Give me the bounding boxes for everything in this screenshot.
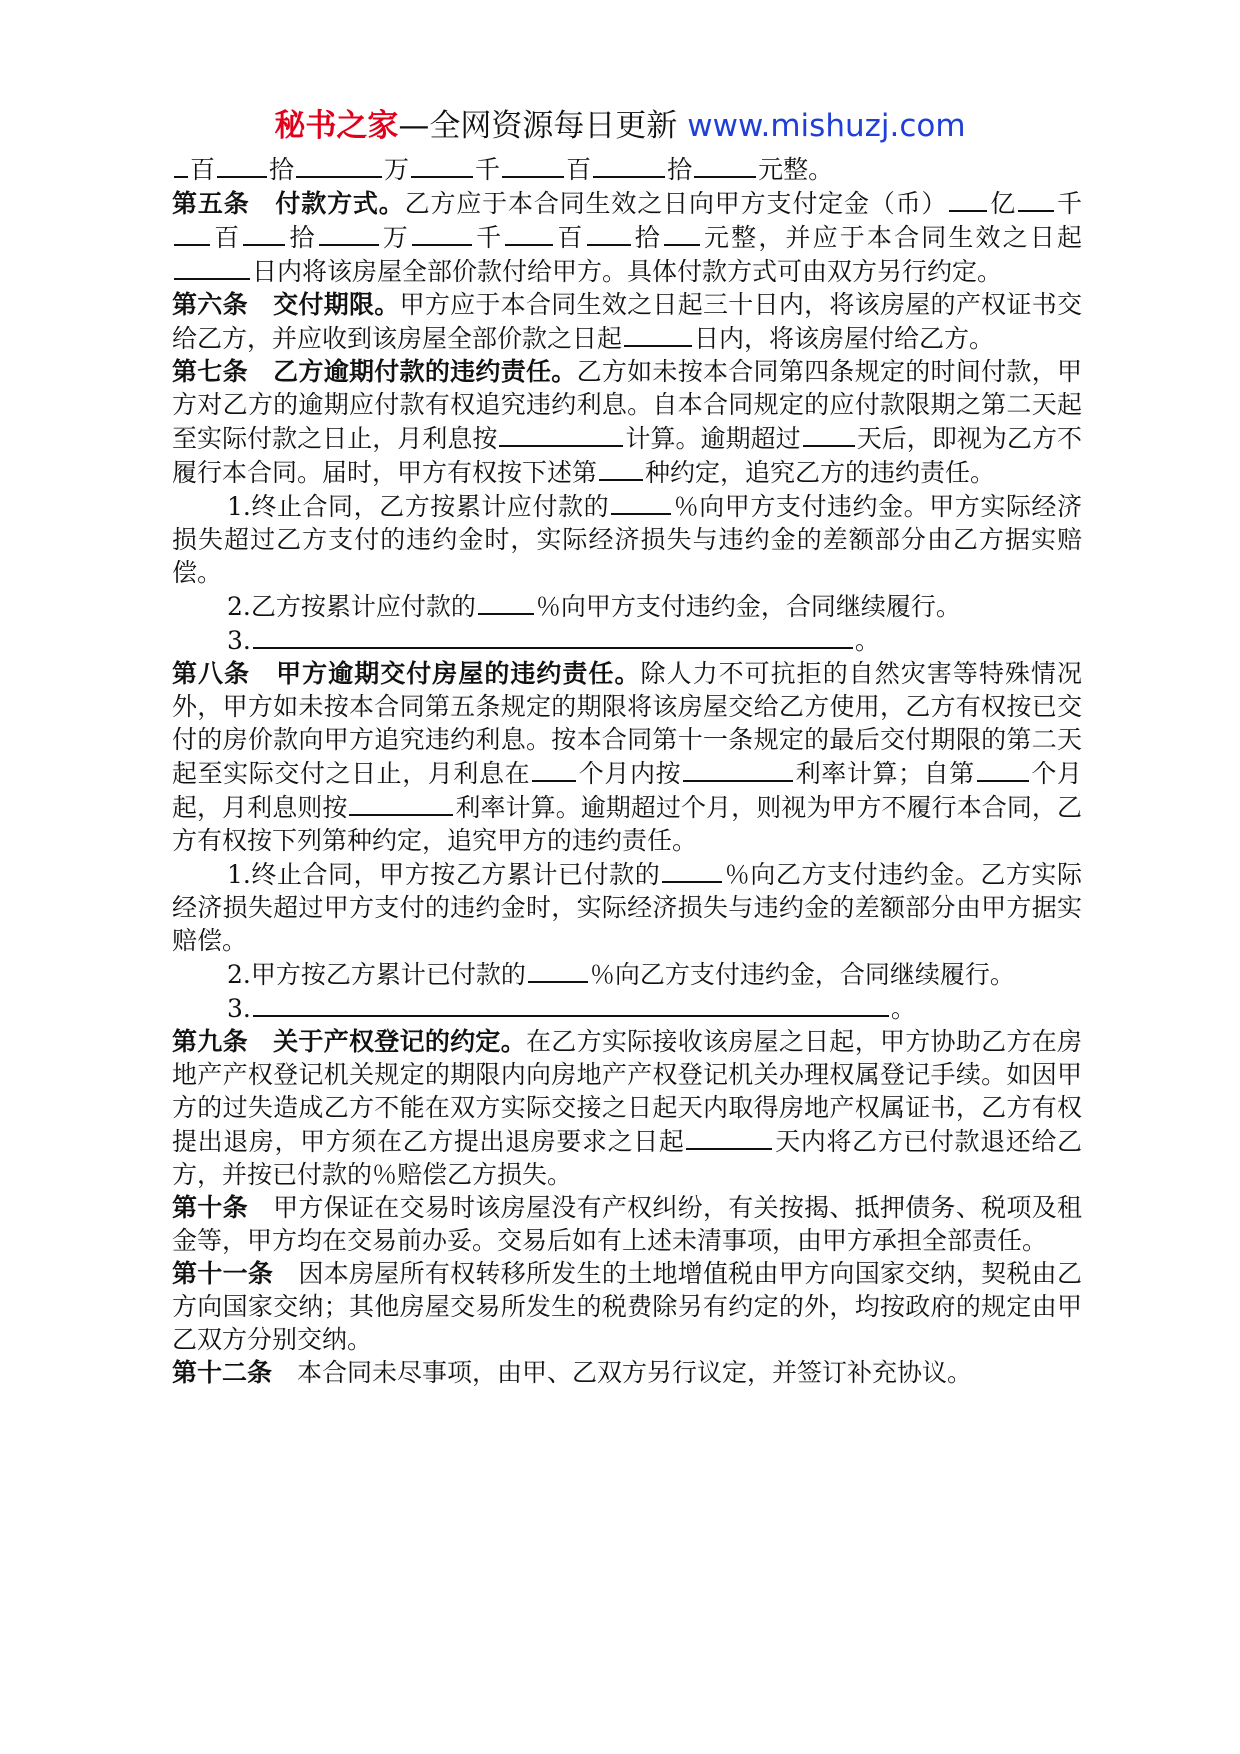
blank-field[interactable] [499,421,623,447]
article-7-title: 第七条 乙方逾期付款的违约责任。 [172,357,577,386]
article-8-item-3: 3. 。 [172,991,1082,1025]
article-11-title: 第十一条 [172,1259,274,1288]
blank-field[interactable] [683,756,793,782]
blank-field[interactable] [412,220,472,246]
contract-body [172,152,1082,1389]
blank-field[interactable] [243,220,285,246]
blank-field[interactable] [174,152,188,178]
blank-field[interactable] [502,152,564,178]
blank-field[interactable] [662,857,722,883]
blank-field[interactable] [611,489,671,515]
blank-field[interactable] [349,790,453,816]
blank-field[interactable] [217,152,267,178]
blank-field[interactable] [977,756,1029,782]
article-7-item-1: 1.终止合同，乙方按累计应付款的 ％向甲方支付违约金。甲方实际经济损失超过乙方支付的违约金时，实际经济损失与违约金的差额部分由乙方据实赔偿。 [172,489,1082,589]
article-9: 第九条 关于产权登记的约定。在乙方实际接收该房屋之日起，甲方协助乙方在房地产产权登记机关规定的期限内向房地产产权登记机关办理权属登记手续。如因甲方的过失造成乙方不能在双方实际交接之日起天内取得房地产权属证书，乙方有权提出退房，甲方须在乙方提出退房要求之日起 天内将乙方已付款退还给乙方，并按已付款的％赔偿乙方损失。 [172,1027,1082,1189]
brand-name: 秘书之家 [274,108,399,144]
blank-field[interactable] [624,321,692,347]
article-5: 第五条 付款方式。乙方应于本合同生效之日向甲方支付定金（币） 亿 千百 拾 万 千 百 拾 元整，并应于本合同生效之日起日内将该房屋全部价款付给甲方。具体付款方式可由双方另行约定。 [172,186,1082,288]
blank-field[interactable] [528,957,588,983]
article-10-title: 第十条 [172,1193,248,1222]
blank-field[interactable] [1018,186,1054,212]
blank-field[interactable] [478,589,534,615]
blank-field[interactable] [253,623,853,649]
blank-field[interactable] [411,152,473,178]
blank-field[interactable] [686,1124,772,1150]
article-7-item-2: 2.乙方按累计应付款的 ％向甲方支付违约金，合同继续履行。 [172,589,1082,623]
blank-field[interactable] [593,152,665,178]
blank-field[interactable] [174,220,210,246]
article-6: 第六条 交付期限。甲方应于本合同生效之日起三十日内，将该房屋的产权证书交给乙方，并应收到该房屋全部价款之日起 日内，将该房屋付给乙方。 [172,290,1082,353]
blank-field[interactable] [505,220,553,246]
article-8-item-1: 1.终止合同，甲方按乙方累计已付款的 ％向乙方支付违约金。乙方实际经济损失超过甲方支付的违约金时，实际经济损失与违约金的差额部分由甲方据实赔偿。 [172,857,1082,957]
blank-field[interactable] [532,756,576,782]
blank-field[interactable] [174,254,250,280]
blank-field[interactable] [599,455,643,481]
article-7-item-3: 3. 。 [172,623,1082,657]
amount-continuation-line: 百 拾 万 千 百 拾 元整。 [172,152,1082,186]
header-tagline: —全网资源每日更新 [398,108,678,144]
blank-field[interactable] [253,991,889,1017]
blank-field[interactable] [949,186,987,212]
article-10: 第十条 甲方保证在交易时该房屋没有产权纠纷，有关按揭、抵押债务、税项及租金等，甲方均在交易前办妥。交易后如有上述未清事项，由甲方承担全部责任。 [172,1193,1082,1255]
blank-field[interactable] [694,152,756,178]
article-12: 第十二条 本合同未尽事项，由甲、乙双方另行议定，并签订补充协议。 [172,1358,973,1387]
article-8-item-2: 2.甲方按乙方累计已付款的 ％向乙方支付违约金，合同继续履行。 [172,957,1082,991]
blank-field[interactable] [664,220,700,246]
article-5-title: 第五条 付款方式。 [172,189,405,218]
blank-field[interactable] [803,421,855,447]
article-8-title: 第八条 甲方逾期交付房屋的违约责任。 [172,659,641,688]
blank-field[interactable] [319,220,379,246]
article-7: 第七条 乙方逾期付款的违约责任。乙方如未按本合同第四条规定的时间付款，甲方对乙方的逾期应付款有权追究违约利息。自本合同规定的应付款限期之第二天起至实际付款之日止，月利息按 计算。逾期超过 天后，即视为乙方不履行本合同。届时，甲方有权按下述第 种约定，追究乙方的违约责任。 [172,357,1082,487]
article-8: 第八条 甲方逾期交付房屋的违约责任。除人力不可抗拒的自然灾害等特殊情况外，甲方如未按本合同第五条规定的期限将该房屋交给乙方使用，乙方有权按已交付的房价款向甲方追究违约利息。按本合同第十一条规定的最后交付期限的第二天起至实际交付之日止，月利息在 个月内按 利率计算；自第 个月起，月利息则按 利率计算。逾期超过个月，则视为甲方不履行本合同，乙方有权按下列第种约定，追究甲方的违约责任。 [172,659,1082,855]
article-12-title: 第十二条 [172,1358,273,1387]
blank-field[interactable] [296,152,382,178]
article-11: 第十一条 因本房屋所有权转移所发生的土地增值税由甲方向国家交纳，契税由乙方向国家交纳；其他房屋交易所发生的税费除另有约定的外，均按政府的规定由甲乙双方分别交纳。 [172,1259,1082,1354]
header-url-link[interactable]: www.mishuzj.com [687,108,966,144]
article-6-title: 第六条 交付期限。 [172,290,400,319]
article-9-title: 第九条 关于产权登记的约定。 [172,1027,526,1056]
blank-field[interactable] [587,220,631,246]
page-header [0,100,1240,145]
